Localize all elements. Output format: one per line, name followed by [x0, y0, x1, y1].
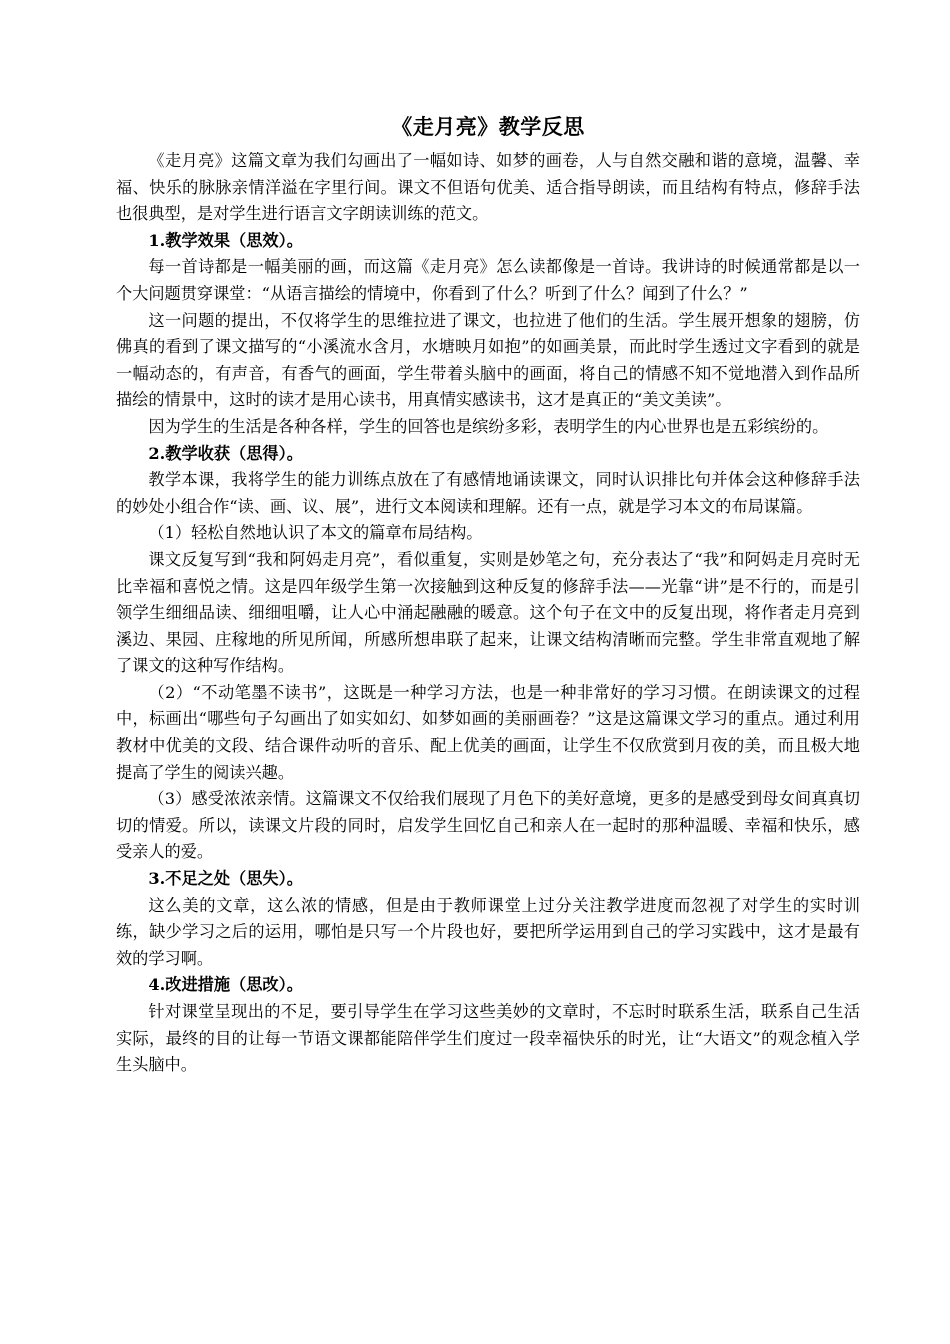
body-paragraph: （1）轻松自然地认识了本文的篇章布局结构。	[148, 523, 483, 543]
body-paragraph: 针对课堂呈现出的不足，要引导学生在学习这些美妙的文章时，不忘时时联系生活，联系自己生活实际，最终的目的让每一节语文课都能陪伴学生们度过一段幸福快乐的时光，让“大语文”的观念植入学生头脑中。	[116, 1002, 860, 1075]
document-title: 《走月亮》教学反思	[391, 114, 585, 139]
body-paragraph: 因为学生的生活是各种各样，学生的回答也是缤纷多彩，表明学生的内心世界也是五彩缤纷的。	[148, 416, 829, 436]
intro-paragraph: 《走月亮》这篇文章为我们勾画出了一幅如诗、如梦的画卷，人与自然交融和谐的意境，温馨、幸福、快乐的脉脉亲情洋溢在字里行间。课文不但语句优美、适合指导朗读，而且结构有特点，修辞手法也很典型，是对学生进行语言文字朗读训练的范文。	[116, 151, 860, 224]
body-paragraph: （3）感受浓浓亲情。这篇课文不仅给我们展现了月色下的美好意境，更多的是感受到母女间真真切切的情爱。所以，读课文片段的同时，启发学生回忆自己和亲人在一起时的那种温暖、幸福和快乐，感受亲人的爱。	[116, 789, 860, 862]
section-heading-improvement: 4.改进措施（思改）。	[148, 975, 303, 995]
section-heading-gain: 2.教学收获（思得）。	[148, 443, 303, 463]
section-heading-effect: 1.教学效果（思效）。	[148, 230, 303, 250]
body-paragraph: （2）“不动笔墨不读书”，这既是一种学习方法，也是一种非常好的学习习惯。在朗读课文的过程中，标画出“哪些句子勾画出了如实如幻、如梦如画的美丽画卷？”这是这篇课文学习的重点。通过利用教材中优美的文段、结合课件动听的音乐、配上优美的画面，让学生不仅欣赏到月夜的美，而且极大地提高了学生的阅读兴趣。	[116, 682, 860, 782]
section-heading-shortcoming: 3.不足之处（思失）。	[148, 869, 303, 889]
body-paragraph: 课文反复写到“我和阿妈走月亮”，看似重复，实则是妙笔之句，充分表达了“我”和阿妈走月亮时无比幸福和喜悦之情。这是四年级学生第一次接触到这种反复的修辞手法——光靠“讲”是不行的，而是引领学生细细品读、细细咀嚼，让人心中涌起融融的暖意。这个句子在文中的反复出现，将作者走月亮到溪边、果园、庄稼地的所见所闻，所感所想串联了起来，让课文结构清晰而完整。学生非常直观地了解了课文的这种写作结构。	[116, 549, 860, 676]
body-paragraph: 教学本课，我将学生的能力训练点放在了有感情地诵读课文，同时认识排比句并体会这种修辞手法的妙处小组合作“读、画、议、展”，进行文本阅读和理解。还有一点，就是学习本文的布局谋篇。	[116, 470, 860, 516]
body-paragraph: 这一问题的提出，不仅将学生的思维拉进了课文，也拉进了他们的生活。学生展开想象的翅膀，仿佛真的看到了课文描写的“小溪流水含月，水塘映月如抱”的如画美景，而此时学生透过文字看到的就是一幅动态的，有声音，有香气的画面，学生带着头脑中的画面，将自己的情感不知不觉地潜入到作品所描绘的情景中，这时的读才是用心读书，用真情实感读书，这才是真正的“美文美读”。	[116, 310, 860, 410]
body-paragraph: 每一首诗都是一幅美丽的画，而这篇《走月亮》怎么读都像是一首诗。我讲诗的时候通常都是以一个大问题贯穿课堂：“从语言描绘的情境中，你看到了什么？听到了什么？闻到了什么？”	[116, 257, 860, 303]
body-paragraph: 这么美的文章，这么浓的情感，但是由于教师课堂上过分关注教学进度而忽视了对学生的实时训练，缺少学习之后的运用，哪怕是只写一个片段也好，要把所学运用到自己的学习实践中，这才是最有效的学习啊。	[116, 895, 860, 968]
